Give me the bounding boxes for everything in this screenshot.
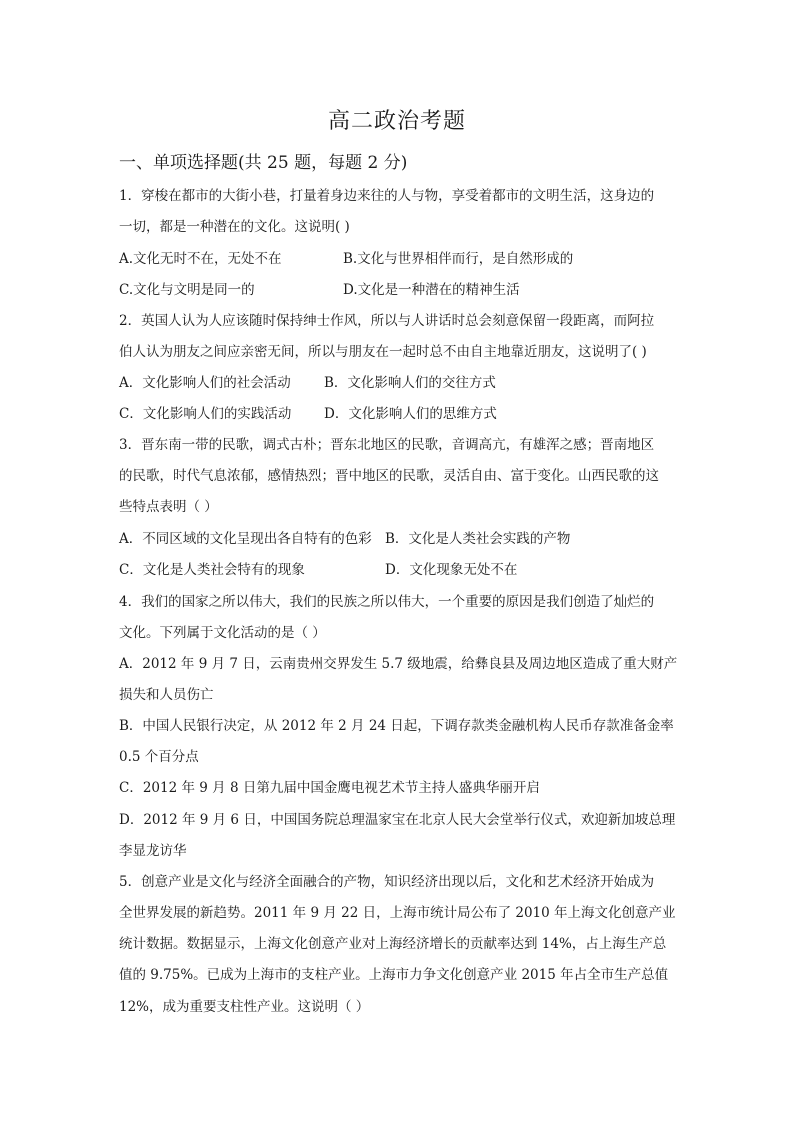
question-4-option-b-line-1: B．中国人民银行决定，从 2012 年 2 月 24 日起，下调存款类金融机构人民币存款准备金率 [119,718,674,734]
section-heading: 一、单项选择题(共 25 题，每题 2 分) [119,153,408,173]
question-4-option-c: C．2012 年 9 月 8 日第九届中国金鹰电视艺术节主持人盛典华丽开启 [119,780,540,796]
question-5-stem-line-1: 5．创意产业是文化与经济全面融合的产物，知识经济出现以后，文化和艺术经济开始成为 [119,874,655,890]
question-1-option-c: C.文化与文明是同一的 [119,282,255,298]
question-3-option-d: D．文化现象无处不在 [385,562,518,578]
question-4-stem-line-1: 4．我们的国家之所以伟大，我们的民族之所以伟大，一个重要的原因是我们创造了灿烂的 [119,594,655,610]
question-4-option-b-line-2: 0.5 个百分点 [119,749,199,765]
question-4-option-a-line-2: 损失和人员伤亡 [119,687,214,703]
question-5-stem-line-4: 值的 9.75%。已成为上海市的支柱产业。上海市力争文化创意产业 2015 年占全市生产总值 [119,967,669,983]
question-1-stem-line-2: 一切，都是一种潜在的文化。这说明( ) [119,219,350,235]
question-4-option-d-line-2: 李显龙访华 [119,843,187,859]
question-2-option-b: B．文化影响人们的交往方式 [324,375,496,391]
question-1-option-a: A.文化无时不在，无处不在 [119,251,282,267]
question-2-stem-line-1: 2．英国人认为人应该随时保持绅士作风，所以与人讲话时总会刻意保留一段距离，而阿拉 [119,313,655,329]
question-4-stem-line-2: 文化。下列属于文化活动的是（ ） [119,625,326,641]
page-title: 高二政治考题 [327,109,466,134]
question-1-option-d: D.文化是一种潜在的精神生活 [343,282,520,298]
question-1-stem-line-1: 1．穿梭在都市的大街小巷，打量着身边来往的人与物，享受着都市的文明生活，这身边的 [119,188,655,204]
question-5-stem-line-2: 全世界发展的新趋势。2011 年 9 月 22 日，上海市统计局公布了 2010 年上海文化创意产业 [119,905,676,921]
question-2-stem-line-2: 伯人认为朋友之间应亲密无间，所以与朋友在一起时总不由自主地靠近朋友，这说明了( ) [119,344,647,360]
question-5-stem-line-5: 12%，成为重要支柱性产业。这说明（ ） [119,999,370,1015]
question-5-stem-line-3: 统计数据。数据显示，上海文化创意产业对上海经济增长的贡献率达到 14%，占上海生产总 [119,936,667,952]
question-4-option-d-line-1: D．2012 年 9 月 6 日，中国国务院总理温家宝在北京人民大会堂举行仪式，欢迎新加坡总理 [119,812,676,828]
question-4-option-a-line-1: A．2012 年 9 月 7 日，云南贵州交界发生 5.7 级地震，给彝良县及周边地区造成了重大财产 [119,656,678,672]
question-3-stem-line-1: 3．晋东南一带的民歌，调式古朴；晋东北地区的民歌，音调高亢，有雄浑之感；晋南地区 [119,437,655,453]
question-2-option-a: A．文化影响人们的社会活动 [119,375,291,391]
question-3-stem-line-2: 的民歌，时代气息浓郁，感情热烈；晋中地区的民歌，灵活自由、富于变化。山西民歌的这 [119,468,659,484]
question-3-option-c: C．文化是人类社会特有的现象 [119,562,305,578]
question-1-option-b: B.文化与世界相伴而行，是自然形成的 [343,251,574,267]
question-2-option-d: D．文化影响人们的思维方式 [324,406,497,422]
question-2-option-c: C．文化影响人们的实践活动 [119,406,292,422]
question-3-option-b: B．文化是人类社会实践的产物 [385,531,571,547]
question-3-stem-line-3: 些特点表明（ ） [119,499,218,515]
question-3-option-a: A．不同区域的文化呈现出各自特有的色彩 [119,531,372,547]
